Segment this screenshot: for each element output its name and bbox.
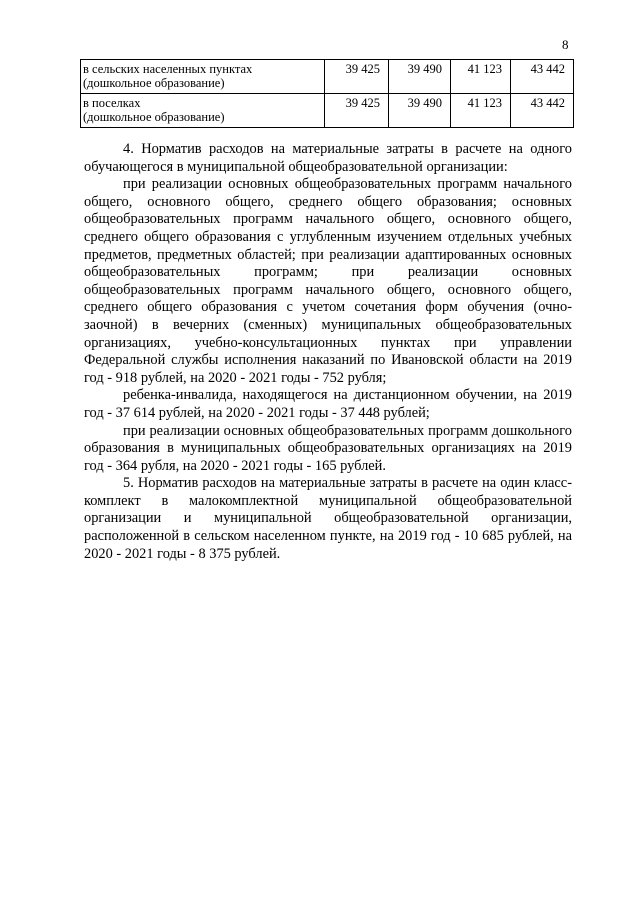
table-cell-2021: 43 442 xyxy=(511,94,574,128)
table-cell-2019: 39 490 xyxy=(389,94,451,128)
row-label-line2: (дошкольное образование) xyxy=(83,76,225,90)
page-number: 8 xyxy=(562,37,569,52)
paragraph-general-programs: при реализации основных общеобразовательных программ начального общего, основного общего, среднего общего образования; основных общеобразовательных программ начального общего, основного общего, среднего общего образования с углубленным изучением отдельных учебных предметов, предметных областей; при реализации адаптированных основных общеобразовательных программ; при реализации основных общеобразовательных программ начального общего, основного общего, среднего общего образования с учетом сочетания форм обучения (очно-заочной) в вечерних (сменных) муниципальных общеобразовательных организациях, учебно-консультационных пунктах при управлении Федеральной службы исполнения наказаний по Ивановской области на 2019 год - 918 рублей, на 2020 - 2021 годы - 752 рубля; xyxy=(84,176,572,386)
paragraph-section-5: 5. Норматив расходов на материальные затраты в расчете на один класс-комплект в малокомплектной муниципальной общеобразовательной организации и муниципальной общеобразовательной организации, расположенной в сельском населенном пункте, на 2019 год - 10 685 рублей, на 2020 - 2021 годы - 8 375 рублей. xyxy=(84,475,572,562)
table-row xyxy=(81,60,574,94)
row-label-line1: в сельских населенных пунктах xyxy=(83,62,253,76)
table-cell-2020: 41 123 xyxy=(451,94,511,128)
table-cell-2021: 43 442 xyxy=(511,60,574,94)
table-cell-2020: 41 123 xyxy=(451,60,511,94)
table-cell-2019: 39 490 xyxy=(389,60,451,94)
table-cell-2019-base: 39 425 xyxy=(325,60,389,94)
paragraph-preschool: при реализации основных общеобразовательных программ дошкольного образования в муниципальных общеобразовательных организациях на 2019 год - 364 рубля, на 2020 - 2021 годы - 165 рублей. xyxy=(84,422,572,474)
norms-table xyxy=(80,59,574,128)
table-cell-2019-base: 39 425 xyxy=(325,94,389,128)
row-label xyxy=(81,60,325,94)
table-row xyxy=(81,94,574,128)
document-body xyxy=(84,141,572,563)
row-label-line2: (дошкольное образование) xyxy=(83,110,225,124)
row-label-line1: в поселках xyxy=(83,96,141,110)
paragraph-disabled-child: ребенка-инвалида, находящегося на дистанционном обучении, на 2019 год - 37 614 рублей, на 2020 - 2021 годы - 37 448 рублей; xyxy=(84,387,572,421)
row-label xyxy=(81,94,325,128)
paragraph-section-4-heading: 4. Норматив расходов на материальные затраты в расчете на одного обучающегося в муниципальной общеобразовательной организации: xyxy=(84,141,572,175)
